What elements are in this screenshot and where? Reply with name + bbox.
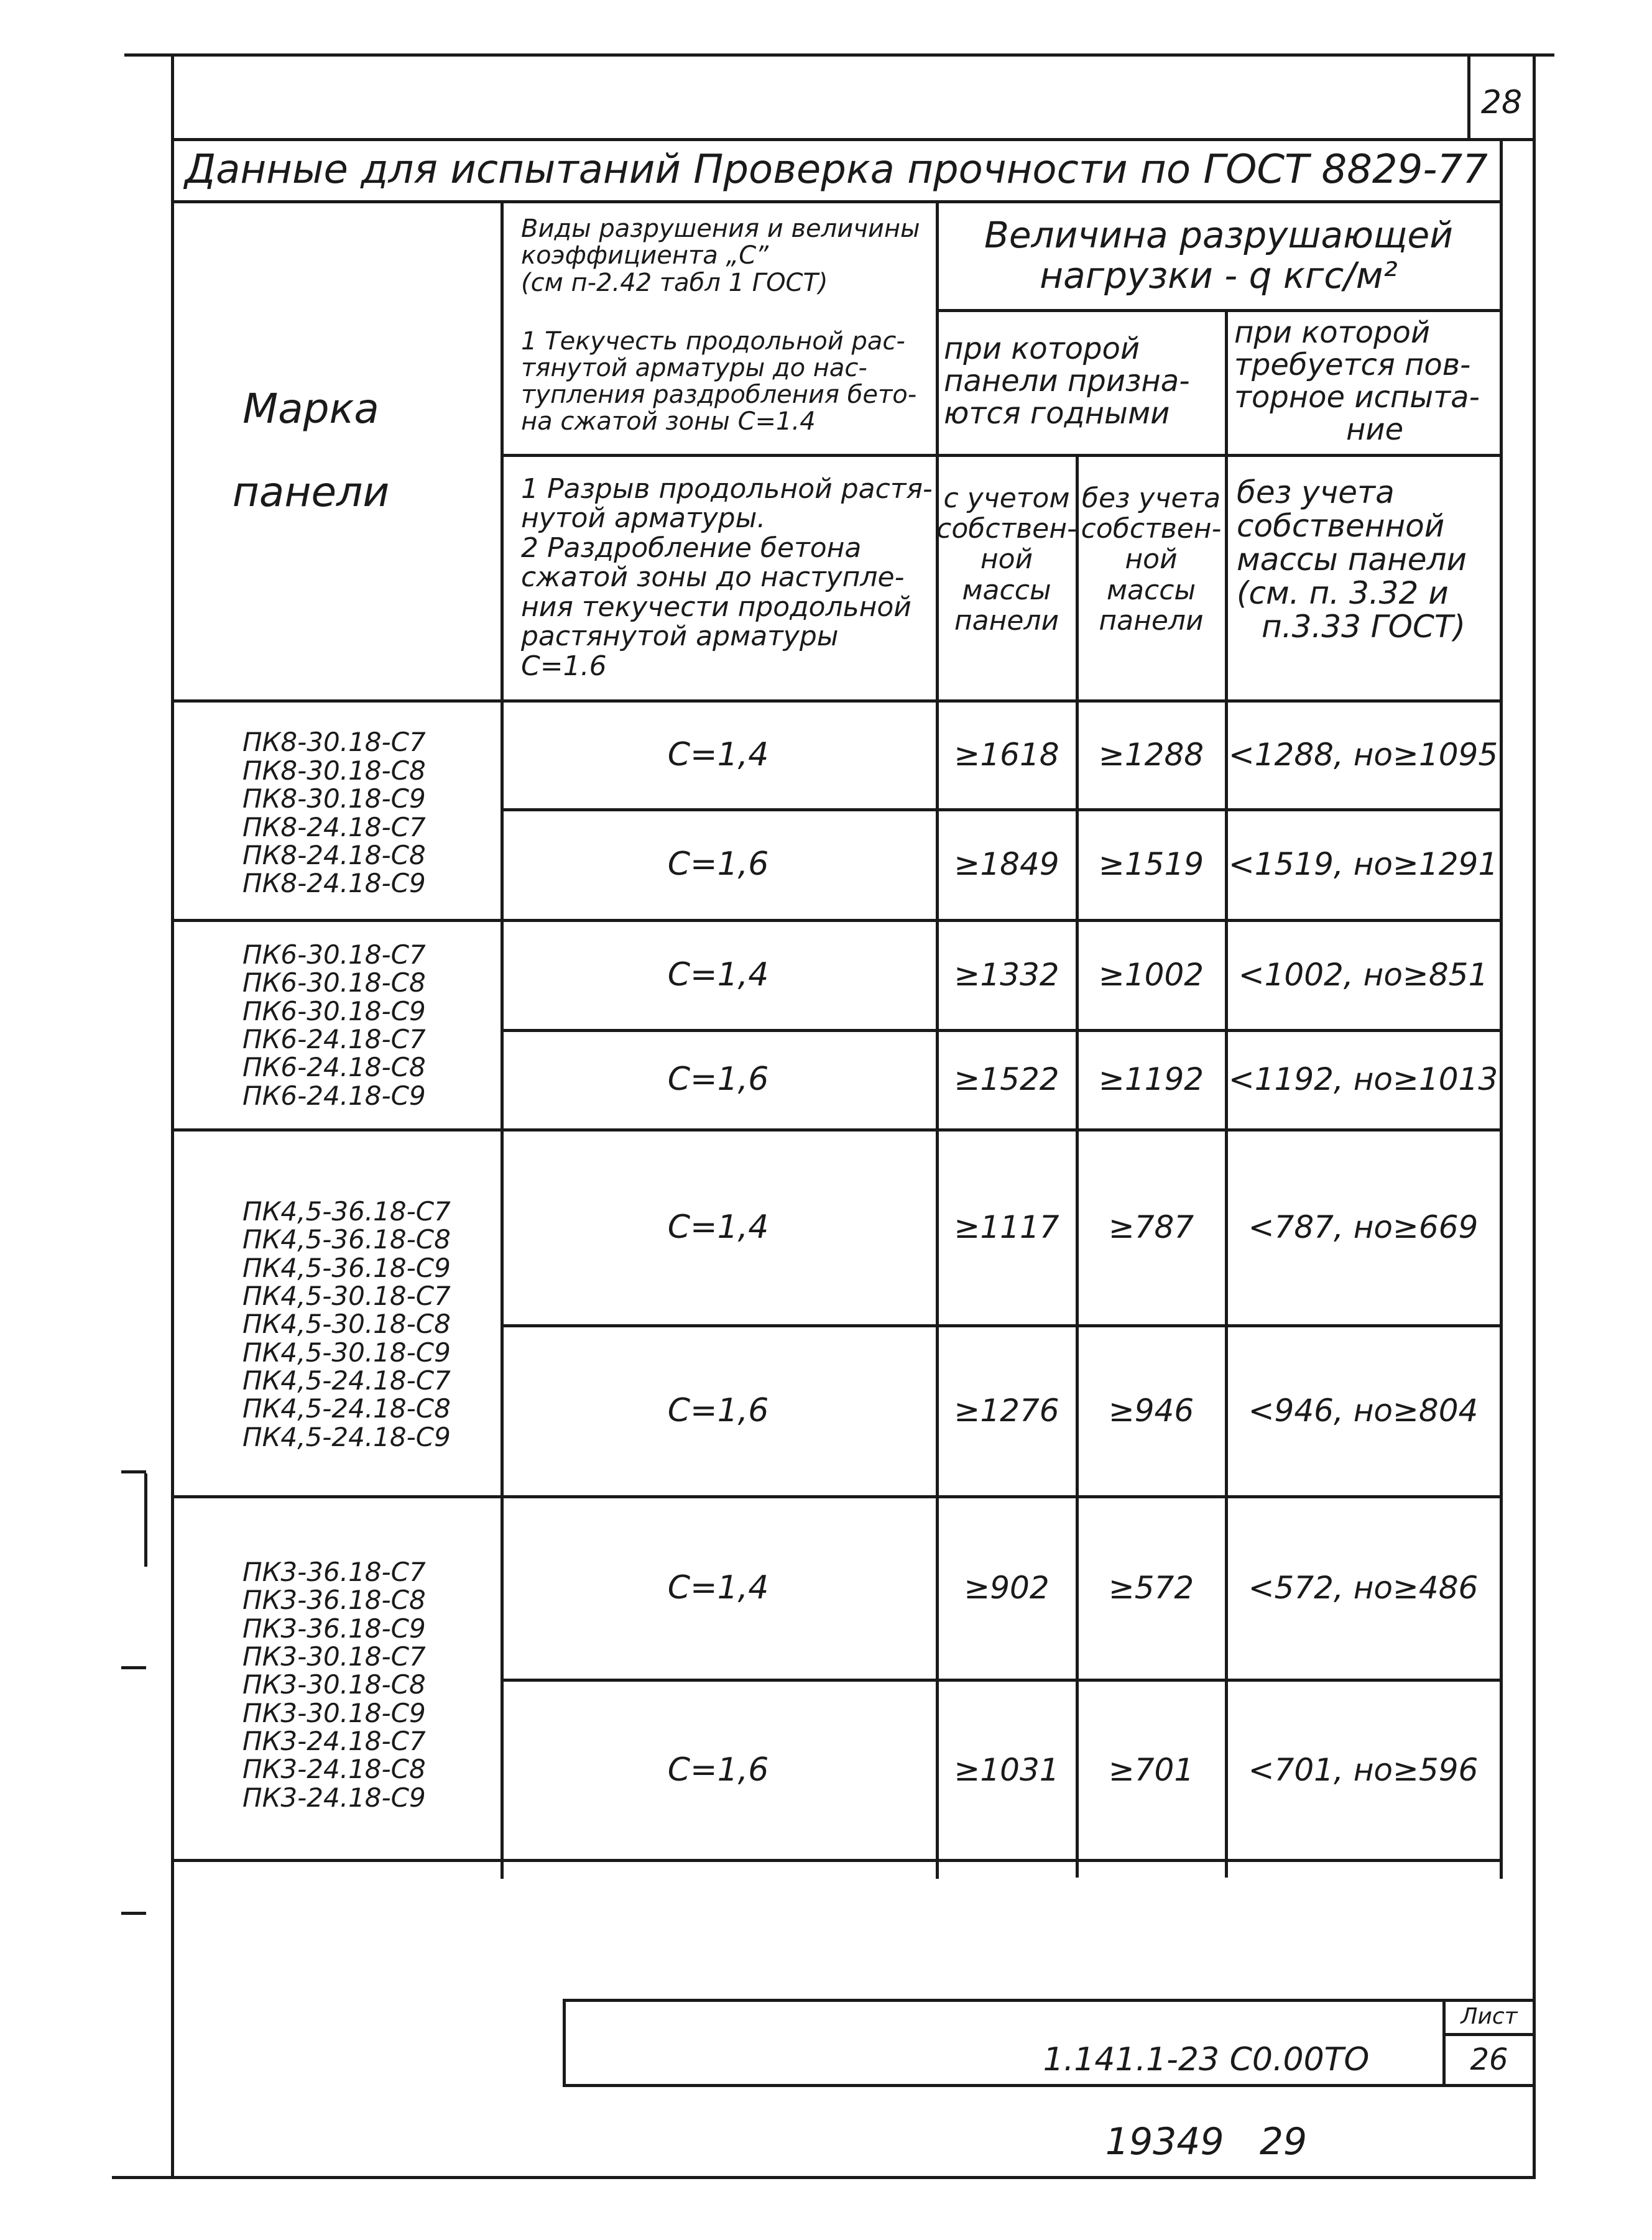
list-item: ПК3-24.18-С7 (242, 1726, 426, 1757)
list-item: ПК6-24.18-С9 (242, 1080, 426, 1111)
without-mass-value: ≥701 (1108, 1751, 1194, 1788)
top-border-line (124, 53, 1554, 57)
margin-mark-3 (121, 1666, 146, 1669)
margin-mark-4 (121, 1912, 146, 1915)
velichina-header: Величина разрушающей нагрузки - q кгс/м² (984, 214, 1453, 297)
list-item: ПК4,5-24.18-С8 (242, 1393, 451, 1424)
with-mass-value: ≥1849 (954, 846, 1059, 882)
retest-value: <572, но≥486 (1248, 1570, 1479, 1606)
page-title: Данные для испытаний Проверка прочности по ГОСТ 8829-77 (185, 146, 1488, 193)
bottom-frame-line (112, 2176, 1536, 2179)
list-item: ПК8-30.18-С9 (242, 783, 426, 814)
list-item: ПК6-24.18-С8 (242, 1052, 426, 1083)
without-mass-value: ≥1288 (1098, 737, 1204, 773)
without-mass-value: ≥572 (1108, 1570, 1194, 1606)
list-item: ПК4,5-36.18-С8 (242, 1224, 451, 1255)
retest-without-mass-header: без учета собственной массы панели (см. п. 3.32 и п.3.33 ГОСТ) (1237, 474, 1467, 645)
table-bottom-line (171, 1859, 1502, 1862)
bottom-note: 19349 29 (1105, 2120, 1308, 2164)
with-mass-header: с учетом собствен- ной массы панели (936, 482, 1077, 637)
retest-value: <787, но≥669 (1248, 1209, 1479, 1245)
c-value: C=1,6 (667, 1751, 769, 1789)
c-value: C=1,4 (667, 1569, 769, 1606)
page-number: 28 (1480, 84, 1523, 121)
list-item: ПК3-36.18-С8 (242, 1585, 426, 1616)
with-mass-value: ≥902 (964, 1570, 1050, 1606)
list-item: ПК4,5-24.18-С7 (242, 1365, 451, 1396)
list-item: ПК8-30.18-С7 (242, 727, 426, 758)
list-item: ПК6-24.18-С7 (242, 1024, 426, 1054)
list-item: ПК8-24.18-С8 (242, 839, 426, 870)
c-value: C=1,4 (667, 956, 769, 993)
panel-group-pk3 (174, 1517, 497, 1853)
c-value: C=1,4 (667, 1209, 769, 1246)
right-frame-line (1533, 53, 1536, 2177)
list-item: ПК3-30.18-С9 (242, 1697, 426, 1728)
list-item: ПК3-24.18-С9 (242, 1782, 426, 1813)
c-value: C=1,6 (667, 1392, 769, 1429)
without-mass-value: ≥1519 (1098, 846, 1204, 882)
panel-group-pk8 (174, 709, 497, 917)
with-mass-value: ≥1332 (954, 957, 1059, 993)
title-block-bottom (563, 2084, 1536, 2087)
with-mass-value: ≥1031 (954, 1751, 1059, 1788)
c-value: C=1,6 (667, 846, 769, 883)
retest-value: <1519, но≥1291 (1228, 846, 1498, 882)
without-mass-value: ≥787 (1108, 1209, 1194, 1245)
list-item: ПК6-30.18-С9 (242, 995, 426, 1026)
list-item: ПК4,5-30.18-С9 (242, 1337, 451, 1368)
sheet-number: 26 (1470, 2042, 1508, 2077)
title-block-left (563, 1999, 566, 2086)
list-item: ПК3-24.18-С8 (242, 1754, 426, 1785)
list-item: ПК3-30.18-С8 (242, 1669, 426, 1700)
list-item: ПК8-24.18-С7 (242, 811, 426, 842)
list-item: ПК4,5-36.18-С7 (242, 1196, 451, 1227)
list-item: ПК8-24.18-С9 (242, 868, 426, 899)
table-right-line (1500, 138, 1503, 1879)
list-item: ПК4,5-30.18-С8 (242, 1309, 451, 1340)
panel-group-pk45 (174, 1156, 497, 1492)
without-mass-value: ≥1192 (1098, 1061, 1204, 1097)
list-item: ПК3-36.18-С7 (242, 1556, 426, 1587)
without-mass-value: ≥946 (1108, 1393, 1194, 1429)
list-item: ПК8-30.18-С8 (242, 755, 426, 786)
retest-value: <1002, но≥851 (1238, 957, 1488, 993)
c-value: C=1,6 (667, 1061, 769, 1098)
list-item: ПК6-30.18-С7 (242, 939, 426, 970)
document-code: 1.141.1-23 С0.00ТО (1043, 2040, 1370, 2078)
accepted-header: при которой панели призна- ются годными (944, 331, 1190, 431)
margin-mark-2 (121, 1470, 146, 1473)
list-item: ПК4,5-30.18-С7 (242, 1280, 451, 1311)
list-item: ПК4,5-36.18-С9 (242, 1252, 451, 1283)
retest-value: <946, но≥804 (1248, 1393, 1479, 1429)
failure-type-1: 1 Текучесть продольной рас- тянутой арматуры до нас- тупления раздробления бето- на сжатой зоны C=1.4 (521, 326, 917, 436)
with-mass-value: ≥1522 (954, 1061, 1059, 1097)
list-item: ПК6-30.18-С8 (242, 967, 426, 998)
vidy-razrusheniya-header: Виды разрушения и величины коэффициента „C” (см п-2.42 табл 1 ГОСТ) (521, 214, 920, 297)
sheet-label: Лист (1460, 2003, 1518, 2029)
with-mass-value: ≥1276 (954, 1393, 1059, 1429)
panel-group-pk6 (174, 923, 497, 1127)
list-item: ПК3-36.18-С9 (242, 1613, 426, 1644)
with-mass-value: ≥1618 (954, 737, 1059, 773)
without-mass-header: без учета собствен- ной массы панели (1081, 482, 1222, 637)
retest-header: при которой требуется пов- торное испыта- ние (1234, 315, 1480, 447)
c-value: C=1,4 (667, 736, 769, 773)
margin-mark-1 (144, 1473, 147, 1567)
retest-value: <1288, но≥1095 (1228, 737, 1498, 773)
list-item: ПК3-30.18-С7 (242, 1641, 426, 1672)
without-mass-value: ≥1002 (1098, 957, 1204, 993)
title-block-top (563, 1999, 1536, 2002)
retest-value: <1192, но≥1013 (1228, 1061, 1498, 1097)
failure-type-2: 1 Разрыв продольной растя- нутой арматуры. 2 Раздробление бетона сжатой зоны до наступле- ния текучести продольной растянутой арматуры C=1.6 (521, 472, 933, 682)
marka-header: Марка панели (232, 385, 390, 516)
list-item: ПК4,5-24.18-С9 (242, 1421, 451, 1452)
with-mass-value: ≥1117 (954, 1209, 1059, 1245)
retest-value: <701, но≥596 (1248, 1751, 1479, 1788)
